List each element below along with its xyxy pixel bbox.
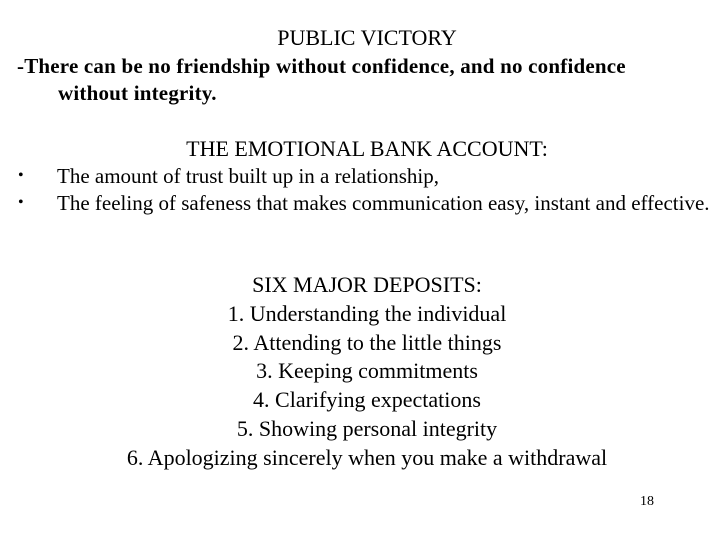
list-item xyxy=(0,190,720,216)
quote-line-1: -There can be no friendship without confidence, and no confidence xyxy=(17,54,626,78)
emotional-bank-account-list xyxy=(0,163,720,217)
deposit-item: 6. Apologizing sincerely when you make a withdrawal xyxy=(126,444,608,470)
page-number: 18 xyxy=(640,494,654,509)
deposit-item: 3. Keeping commitments xyxy=(256,358,478,384)
quote-line-2: without integrity. xyxy=(58,81,217,105)
list-item xyxy=(0,163,720,189)
bullet-icon: • xyxy=(18,167,24,184)
deposits-section xyxy=(0,271,720,473)
bullet-icon: • xyxy=(18,194,24,211)
list-item-text: The feeling of safeness that makes communication easy, instant and effective. xyxy=(57,191,710,215)
deposit-item: 1. Understanding the individual xyxy=(227,300,507,326)
deposit-item: 4. Clarifying expectations xyxy=(253,387,481,413)
list-item-text: The amount of trust built up in a relationship, xyxy=(57,164,440,188)
quote xyxy=(17,53,717,107)
deposit-item: 2. Attending to the little things xyxy=(232,329,502,355)
deposits-heading: SIX MAJOR DEPOSITS: xyxy=(252,272,482,297)
emotional-bank-account-heading: THE EMOTIONAL BANK ACCOUNT: xyxy=(186,136,548,161)
slide-title: PUBLIC VICTORY xyxy=(277,25,457,50)
deposit-item: 5. Showing personal integrity xyxy=(236,415,498,441)
